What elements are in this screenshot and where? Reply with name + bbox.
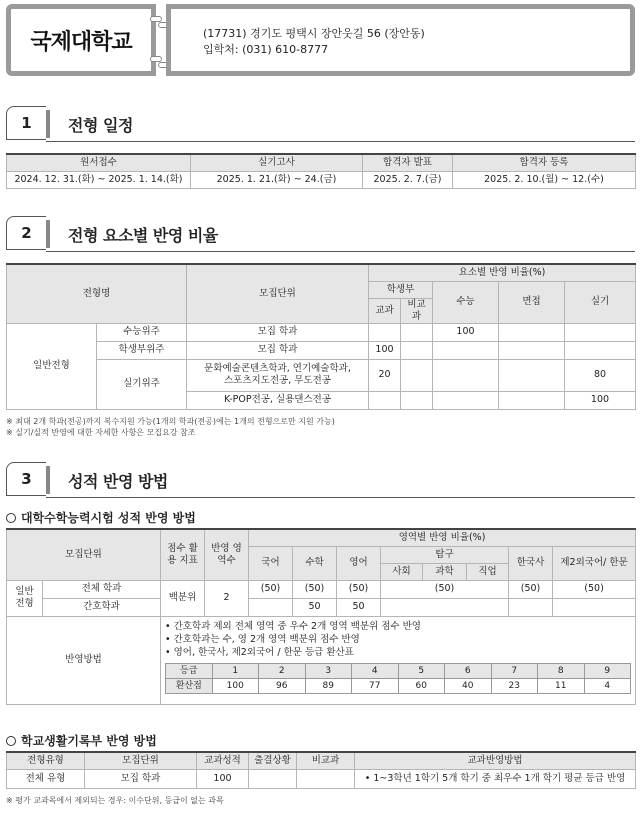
csat-type-line: 전형 [15, 598, 34, 609]
csat-table [6, 528, 636, 705]
schedule-header: 합격자 등록 [453, 154, 636, 171]
ratio-cell [401, 391, 433, 409]
csat-cell [381, 598, 509, 616]
csat-type [7, 580, 43, 616]
schedule-header: 실기고사 [191, 154, 363, 171]
address: (17731) 경기도 평택시 장안웃길 56 (장안동) [203, 27, 425, 40]
schedule-table [6, 153, 636, 189]
section-underline [46, 251, 635, 252]
csat-cell [249, 598, 293, 616]
ratio-cell [433, 391, 499, 409]
ratio-cell: 100 [433, 323, 499, 341]
grade-cell: 7 [491, 663, 538, 678]
csat-cell [553, 598, 636, 616]
grade-cell: 9 [584, 663, 631, 678]
record-cell: 모집 학과 [85, 769, 197, 788]
section-underline [46, 497, 635, 498]
score-cell: 40 [445, 678, 492, 693]
schedule-cell: 2025. 1. 21.(화) ~ 24.(금) [191, 171, 363, 188]
csat-cell: (50) [509, 580, 553, 598]
csat-header-english: 영어 [337, 546, 381, 580]
ratio-header-record: 학생부 [369, 281, 433, 298]
csat-method-label: 반영방법 [7, 616, 161, 704]
csat-subtitle-text: 대학수학능력시험 성적 반영 방법 [21, 511, 196, 525]
ratio-cell [369, 323, 401, 341]
note-line: ※ 최대 2개 학과(전공)까지 복수지원 가능(1개의 학과(전공)에는 1개의 전형으로만 지원 가능) [6, 417, 335, 426]
csat-header-social: 사회 [381, 563, 423, 580]
csat-unit: 간호학과 [43, 598, 161, 616]
section-title: 성적 반영 방법 [68, 472, 168, 491]
ratio-cell [565, 323, 636, 341]
section-number: 3 [6, 462, 46, 496]
csat-cell: (50) [553, 580, 636, 598]
score-cell: 77 [352, 678, 399, 693]
score-cell: 23 [491, 678, 538, 693]
csat-method [161, 616, 636, 704]
note-line: ※ 실기/실적 반영에 대한 자세한 사항은 모집요강 참조 [6, 428, 196, 437]
ratio-cell: 100 [565, 391, 636, 409]
ratio-cell [565, 341, 636, 359]
record-cell [249, 769, 297, 788]
section-heading-1 [6, 106, 635, 142]
ratio-sub: 수능위주 [97, 323, 187, 341]
ratio-type: 일반전형 [7, 323, 97, 409]
csat-header-foreign: 제2외국어/ 한문 [553, 546, 636, 580]
ratio-header-subject: 교과 [369, 298, 401, 323]
ratio-unit [187, 359, 369, 391]
csat-unit: 전체 학과 [43, 580, 161, 598]
ratio-cell: 80 [565, 359, 636, 391]
ratio-cell [401, 359, 433, 391]
csat-header-history: 한국사 [509, 546, 553, 580]
ratio-cell [499, 359, 565, 391]
record-header: 모집단위 [85, 752, 197, 769]
score-cell: 4 [584, 678, 631, 693]
section-title: 전형 일정 [68, 116, 133, 135]
grade-cell: 2 [259, 663, 306, 678]
ratio-sub: 학생부위주 [97, 341, 187, 359]
ratio-unit-line: 문화예술콘텐츠학과, 연기예술학과, [204, 363, 351, 374]
ratio-header-interview: 면접 [499, 281, 565, 323]
csat-header-inquiry: 탐구 [381, 546, 509, 563]
ratio-cell [401, 341, 433, 359]
ratio-cell [433, 359, 499, 391]
circle-bullet-icon [6, 513, 16, 523]
score-cell: 100 [212, 678, 259, 693]
record-note: ※ 평가 교과목에서 제외되는 경우: 이수단위, 등급이 없는 과목 [6, 796, 224, 805]
ratio-header-unit: 모집단위 [187, 264, 369, 323]
csat-subtitle [6, 509, 196, 526]
record-subtitle-text: 학교생활기록부 반영 방법 [21, 734, 157, 748]
csat-cell [509, 598, 553, 616]
schedule-header: 원서접수 [7, 154, 191, 171]
csat-header-unit: 모집단위 [7, 529, 161, 580]
ratio-unit: K-POP전공, 실용댄스전공 [187, 391, 369, 409]
section-number: 1 [6, 106, 46, 140]
method-item: • 간호학과 제외 전체 영역 중 우수 2개 영역 백분위 점수 반영 [165, 620, 421, 632]
school-record-table [6, 751, 636, 789]
score-label: 환산점 [166, 678, 213, 693]
csat-header-vocational: 직업 [467, 563, 509, 580]
record-cell [297, 769, 355, 788]
ratio-table [6, 263, 636, 410]
score-cell: 60 [398, 678, 445, 693]
section-bar [46, 110, 50, 138]
ratio-header-type: 전형명 [7, 264, 187, 323]
ratio-header-nonsubject: 비교과 [401, 298, 433, 323]
ratio-cell: 100 [369, 341, 401, 359]
grade-cell: 4 [352, 663, 399, 678]
record-header: 전형유형 [7, 752, 85, 769]
csat-cell: 50 [337, 598, 381, 616]
csat-cell: (50) [337, 580, 381, 598]
ratio-cell [401, 323, 433, 341]
csat-cell: 50 [293, 598, 337, 616]
ratio-cell: 20 [369, 359, 401, 391]
record-cell: 100 [197, 769, 249, 788]
record-header: 출결상황 [249, 752, 297, 769]
record-header: 교과성적 [197, 752, 249, 769]
ratio-sub: 실기위주 [97, 359, 187, 409]
ratio-unit: 모집 학과 [187, 341, 369, 359]
contact-box [166, 4, 635, 76]
section-heading-2 [6, 216, 635, 252]
university-name: 국제대학교 [30, 29, 132, 55]
csat-count: 2 [205, 580, 249, 616]
ratio-header-csat: 수능 [433, 281, 499, 323]
ratio-header-ratio: 요소별 반영 비율(%) [369, 264, 636, 281]
csat-header-math: 수학 [293, 546, 337, 580]
grade-conversion-table [165, 663, 631, 694]
university-name-box [6, 4, 156, 76]
phone: 입학처: (031) 610-8777 [203, 43, 329, 56]
record-cell: 전체 유형 [7, 769, 85, 788]
grade-cell: 6 [445, 663, 492, 678]
section-bar [46, 220, 50, 248]
score-cell: 11 [538, 678, 585, 693]
method-list [165, 620, 631, 659]
section-underline [46, 141, 635, 142]
ratio-notes [6, 416, 335, 438]
csat-type-line: 일반 [15, 586, 34, 597]
record-header: 비교과 [297, 752, 355, 769]
schedule-cell: 2024. 12. 31.(화) ~ 2025. 1. 14.(화) [7, 171, 191, 188]
grade-cell: 8 [538, 663, 585, 678]
method-item: • 간호학과는 수, 영 2개 영역 백분위 점수 반영 [165, 633, 360, 645]
csat-header-science: 과학 [423, 563, 467, 580]
section-heading-3 [6, 462, 635, 498]
grade-cell: 3 [305, 663, 352, 678]
csat-cell: (50) [381, 580, 509, 598]
section-number: 2 [6, 216, 46, 250]
schedule-cell: 2025. 2. 7.(금) [363, 171, 453, 188]
ratio-cell [499, 341, 565, 359]
record-header: 교과반영방법 [355, 752, 636, 769]
csat-header-ratio: 영역별 반영 비율(%) [249, 529, 636, 546]
csat-index: 백분위 [161, 580, 205, 616]
csat-cell: (50) [249, 580, 293, 598]
method-item: • 영어, 한국사, 제2외국어 / 한문 등급 환산표 [165, 646, 354, 658]
csat-header-count: 반영 영역수 [205, 529, 249, 580]
record-cell: • 1~3학년 1학기 5개 학기 중 최우수 1개 학기 평균 등급 반영 [355, 769, 636, 788]
circle-bullet-icon [6, 736, 16, 746]
grade-cell: 1 [212, 663, 259, 678]
score-cell: 96 [259, 678, 306, 693]
ratio-header-practical: 실기 [565, 281, 636, 323]
csat-cell: (50) [293, 580, 337, 598]
grade-cell: 5 [398, 663, 445, 678]
csat-header-korean: 국어 [249, 546, 293, 580]
score-cell: 89 [305, 678, 352, 693]
ratio-cell [499, 391, 565, 409]
grade-label: 등급 [166, 663, 213, 678]
csat-header-index: 점수 활용 지표 [161, 529, 205, 580]
section-title: 전형 요소별 반영 비율 [68, 226, 218, 245]
ratio-unit-line: 스포츠지도전공, 무도전공 [224, 375, 331, 386]
ratio-cell [499, 323, 565, 341]
section-bar [46, 466, 50, 494]
record-subtitle [6, 732, 157, 749]
schedule-header: 합격자 발표 [363, 154, 453, 171]
schedule-cell: 2025. 2. 10.(월) ~ 12.(수) [453, 171, 636, 188]
ratio-cell [433, 341, 499, 359]
ratio-cell [369, 391, 401, 409]
ratio-unit: 모집 학과 [187, 323, 369, 341]
